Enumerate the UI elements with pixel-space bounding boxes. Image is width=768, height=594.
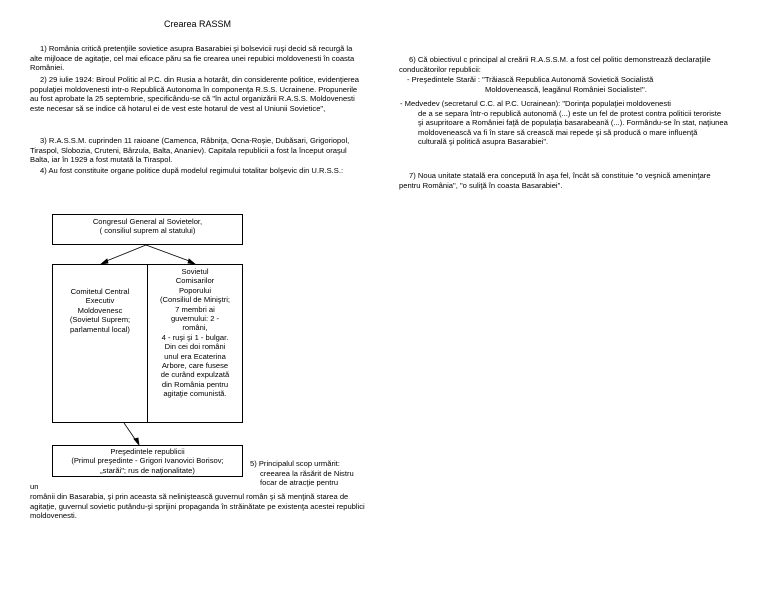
quote-medvedev-cont: de a se separa într-o republică autonomă (...) este un fel de protest contra politicii teroriste şi asupritoare a României faţă de populaţia basarabeană (...). Formându-se în stat, naţiunea moldovenească va fi în stare să crească mai repede şi să producă o mare influenţă culturală şi politică asupra Basarabiei". xyxy=(418,108,728,147)
paragraph-5-un: un xyxy=(30,482,39,491)
council-line: agitaţie comunistă. xyxy=(163,389,227,399)
quote-starai-cont: Moldovenească, leagănul României Socialiste!". xyxy=(485,84,647,94)
council-line: de curând expulzată xyxy=(160,370,230,380)
congress-box xyxy=(52,214,243,245)
paragraph-3: 3) R.A.S.S.M. cuprinden 11 raioane (Camenca, Râbniţa, Ocna-Roşie, Dubăsari, Grigoriopol, Tiraspol, Slobozia, Cruteni, Bârzula, Balta, Ananiev). Capitala republicii a fost la început oraşul Balta, iar în 1929 a fost mutată la Tiraspol. xyxy=(30,136,350,165)
council-line: 4 - ruşi şi 1 - bulgar. xyxy=(161,332,229,342)
quote-medvedev-lead: - Medvedev (secretarul C.C. al P.C. Ucrainean): "Dorinţa populaţiei moldovenesti xyxy=(400,99,671,108)
paragraph-5-line: 5) Principalul scop urmărit: xyxy=(250,459,340,468)
presidents-line: Preşedintele republicii xyxy=(110,447,185,456)
council-box xyxy=(147,264,243,423)
page-title: Crearea RASSM xyxy=(164,19,232,29)
paragraph-7: 7) Noua unitate statală era concepută în aşa fel, încât să constituie "o veşnică ameninţare pentru România", "o suliţă în coasta Basarabiei". xyxy=(399,171,711,190)
council-line: Comisarilor xyxy=(175,276,215,286)
quote-starai-lead: - Preşedintele Starăi : "Trăiască Republica Autonomă Sovietică Socialistă xyxy=(407,75,654,84)
presidents-line: „starăi"; rus de naţionalitate) xyxy=(100,465,195,475)
paragraph-4: 4) Au fost constituite organe politice după modelul regimului totalitar bolşevic din U.R.S.S.: xyxy=(40,166,344,175)
paragraph-2: 2) 29 iulie 1924: Biroul Politic al P.C. din Rusia a hotarât, din considerente politice, evidenţierea populaţiei moldovenesti intr-o Republică Autonoma în componenţa R.S.S. Ucrainene. Propunerile au fost aprobate la 25 septembrie, specificându-se că "în actul organizării R.A.S.S. Moldovenesti este necesar să se indice că hotarul ei de vest este hotarul de vest al Uniunii Sovietice", xyxy=(30,75,359,113)
paragraph-1: 1) România critică pretenţiile sovietice asupra Basarabiei şi bolsevicii ruşi decid să recurgă la alte mijloace de agitaţie, cel mai eficace păru sa fie crearea unei repubici moldovenesti în coasta României. xyxy=(30,44,355,73)
congress-line: ( consiliul suprem al statului) xyxy=(99,226,196,236)
council-line: Arbore, care fusese xyxy=(161,361,229,371)
council-line: 7 membri ai xyxy=(175,304,215,314)
council-line: Din cei doi români xyxy=(164,342,226,352)
council-line: unul era Ecaterina xyxy=(164,351,226,361)
presidents-box xyxy=(52,445,243,477)
council-line: Poporului xyxy=(178,285,212,295)
paragraph-6: 6) Că obiectivul c principal al creării R.A.S.S.M. a fost cel politic demonstrează declaraţiile conducătorilor republicii: xyxy=(399,55,711,74)
committee-line: (Sovietul Suprem; xyxy=(69,315,131,325)
council-line: din România pentru xyxy=(161,379,229,389)
council-line: (Consiliul de Miniştri; xyxy=(159,295,231,305)
council-line: români, xyxy=(182,323,208,333)
committee-line: Moldovenesc xyxy=(77,305,123,315)
council-line: guvernului: 2 - xyxy=(170,314,220,324)
paragraph-5-line: creearea la răsărit de Nistru xyxy=(260,468,354,478)
committee-line: Executiv xyxy=(85,296,115,306)
paragraph-5-head xyxy=(250,459,380,488)
presidents-line: (Primul preşedinte - Grigori Ivanovici Borisov; xyxy=(71,456,224,466)
committee-box xyxy=(52,264,148,423)
committee-line: parlamentul local) xyxy=(70,324,130,334)
paragraph-5-body: românii din Basarabia, şi prin aceasta să neliniştească guvernul român şi să menţină starea de agitaţie, guvernul sovietic putându-şi sprijini propaganda în străinătate pe existenţa acestei republici moldovenesti. xyxy=(30,492,365,521)
committee-line: Comitetul Central xyxy=(70,287,130,296)
council-line: Sovietul xyxy=(181,267,209,276)
paragraph-5-line: focar de atracţie pentru xyxy=(260,478,339,488)
congress-line: Congresul General al Sovietelor, xyxy=(92,217,203,226)
